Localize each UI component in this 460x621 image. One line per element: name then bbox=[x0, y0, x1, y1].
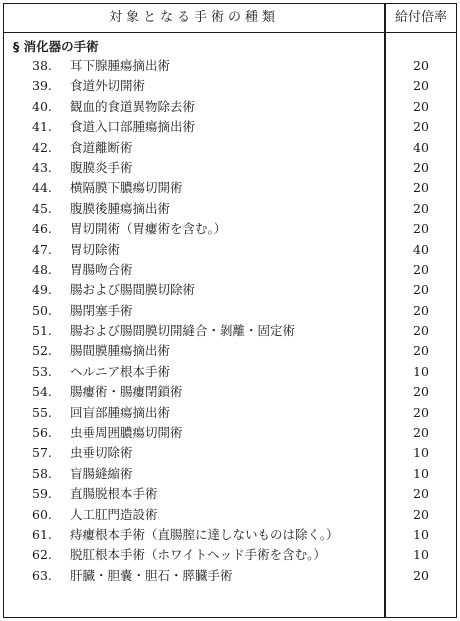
surgery-name: 腸間膜腫瘍摘出術 bbox=[70, 343, 171, 359]
surgery-name: 脱肛根本手術（ホワイトヘッド手術を含む。） bbox=[70, 547, 326, 563]
surgery-name: 人工肛門造設術 bbox=[70, 506, 158, 522]
row-number: 58. bbox=[32, 465, 52, 481]
benefit-rate: 20 bbox=[413, 506, 429, 522]
row-number: 48. bbox=[32, 261, 52, 277]
row-number: 44. bbox=[32, 180, 52, 196]
surgery-name: 耳下腺腫瘍摘出術 bbox=[70, 58, 171, 73]
row-number: 63. bbox=[32, 567, 52, 583]
table-rows bbox=[4, 56, 456, 586]
benefit-rate: 20 bbox=[413, 159, 429, 175]
surgery-name: 食道入口部腫瘍摘出術 bbox=[70, 119, 196, 135]
benefit-rate: 20 bbox=[413, 58, 429, 73]
table-row bbox=[4, 158, 456, 178]
benefit-rate: 20 bbox=[413, 78, 429, 94]
surgery-name: 虫垂周囲膿瘍切開術 bbox=[70, 425, 183, 441]
benefit-rate: 20 bbox=[413, 425, 429, 441]
table-row bbox=[4, 545, 456, 565]
benefit-rate: 20 bbox=[413, 486, 429, 502]
surgery-name: 回盲部腫瘍摘出術 bbox=[70, 404, 171, 420]
surgery-name: 胃切除術 bbox=[70, 241, 121, 257]
table-row bbox=[4, 199, 456, 219]
table-row bbox=[4, 138, 456, 158]
row-number: 52. bbox=[32, 343, 52, 359]
table-row bbox=[4, 321, 456, 341]
table-row bbox=[4, 117, 456, 137]
table-row bbox=[4, 566, 456, 586]
row-number: 45. bbox=[32, 200, 52, 216]
benefit-rate: 20 bbox=[413, 323, 429, 339]
benefit-rate: 20 bbox=[413, 119, 429, 135]
surgery-name: 虫垂切除術 bbox=[70, 445, 133, 461]
table-row bbox=[4, 341, 456, 361]
surgery-name: 胃切開術（胃瘻術を含む。） bbox=[70, 221, 227, 237]
table-row bbox=[4, 423, 456, 443]
surgery-name: 腹膜後腫瘍摘出術 bbox=[70, 200, 171, 216]
row-number: 57. bbox=[32, 445, 52, 461]
surgery-name: 腸閉塞手術 bbox=[70, 302, 133, 318]
row-number: 49. bbox=[32, 282, 52, 298]
table-row bbox=[4, 76, 456, 96]
benefit-rate: 20 bbox=[413, 98, 429, 114]
surgery-name: 直腸脱根本手術 bbox=[70, 486, 158, 502]
surgery-name: 痔瘻根本手術（直腸膣に達しないものは除く。） bbox=[70, 526, 339, 542]
benefit-rate: 20 bbox=[413, 567, 429, 583]
table-row bbox=[4, 240, 456, 260]
surgery-name: 横隔膜下膿瘍切開術 bbox=[70, 180, 183, 196]
benefit-rate: 20 bbox=[413, 180, 429, 196]
row-number: 47. bbox=[32, 241, 52, 257]
table-row bbox=[4, 382, 456, 402]
table-header bbox=[4, 4, 456, 33]
row-number: 51. bbox=[32, 323, 52, 339]
table-row bbox=[4, 484, 456, 504]
benefit-rate: 20 bbox=[413, 261, 429, 277]
table-row bbox=[4, 403, 456, 423]
surgery-name: 腸および腸間膜切除術 bbox=[70, 282, 196, 298]
row-number: 56. bbox=[32, 425, 52, 441]
table-row bbox=[4, 464, 456, 484]
table-row bbox=[4, 97, 456, 117]
row-number: 50. bbox=[32, 302, 52, 318]
surgery-name: ヘルニア根本手術 bbox=[70, 363, 171, 379]
benefit-rate: 10 bbox=[413, 363, 429, 379]
table-row bbox=[4, 525, 456, 545]
row-number: 39. bbox=[32, 78, 52, 94]
surgery-name: 腸および腸間膜切開縫合・剝離・固定術 bbox=[70, 323, 296, 339]
surgery-name: 盲腸縫縮術 bbox=[70, 465, 133, 481]
benefit-rate: 10 bbox=[413, 526, 429, 542]
table-row bbox=[4, 260, 456, 280]
table-row bbox=[4, 219, 456, 239]
table-row bbox=[4, 301, 456, 321]
row-number: 38. bbox=[32, 58, 52, 73]
table-row bbox=[4, 443, 456, 463]
surgery-name: 胃腸吻合術 bbox=[70, 261, 133, 277]
row-number: 55. bbox=[32, 404, 52, 420]
benefit-rate: 10 bbox=[413, 445, 429, 461]
surgery-name: 腹膜炎手術 bbox=[70, 159, 133, 175]
header-benefit-rate: 給付倍率 bbox=[394, 10, 447, 25]
benefit-rate: 40 bbox=[413, 139, 429, 155]
benefit-rate: 10 bbox=[413, 465, 429, 481]
table-row bbox=[4, 362, 456, 382]
table-row bbox=[4, 280, 456, 300]
surgery-table bbox=[3, 3, 457, 618]
benefit-rate: 20 bbox=[413, 282, 429, 298]
row-number: 59. bbox=[32, 486, 52, 502]
benefit-rate: 20 bbox=[413, 221, 429, 237]
row-number: 54. bbox=[32, 384, 52, 400]
surgery-name: 腸瘻術・腸瘻閉鎖術 bbox=[70, 384, 183, 400]
surgery-name: 観血的食道異物除去術 bbox=[70, 98, 196, 114]
row-number: 43. bbox=[32, 159, 52, 175]
row-number: 40. bbox=[32, 98, 52, 114]
header-surgery-type: 対象となる手術の種類 bbox=[108, 10, 279, 25]
surgery-name: 食道離断術 bbox=[70, 139, 133, 155]
benefit-rate: 20 bbox=[413, 404, 429, 420]
benefit-rate: 20 bbox=[413, 384, 429, 400]
row-number: 46. bbox=[32, 221, 52, 237]
surgery-name: 食道外切開術 bbox=[70, 78, 146, 94]
table-row bbox=[4, 178, 456, 198]
table-row bbox=[4, 56, 456, 76]
benefit-rate: 10 bbox=[413, 547, 429, 563]
row-number: 62. bbox=[32, 547, 52, 563]
surgery-name: 肝臓・胆嚢・胆石・膵臓手術 bbox=[70, 567, 233, 583]
section-title: § 消化器の手術 bbox=[13, 39, 99, 54]
row-number: 61. bbox=[32, 526, 52, 542]
benefit-rate: 20 bbox=[413, 302, 429, 318]
table-row bbox=[4, 505, 456, 525]
row-number: 41. bbox=[32, 119, 52, 135]
row-number: 42. bbox=[32, 139, 52, 155]
benefit-rate: 20 bbox=[413, 343, 429, 359]
benefit-rate: 20 bbox=[413, 200, 429, 216]
row-number: 53. bbox=[32, 363, 52, 379]
benefit-rate: 40 bbox=[413, 241, 429, 257]
row-number: 60. bbox=[32, 506, 52, 522]
